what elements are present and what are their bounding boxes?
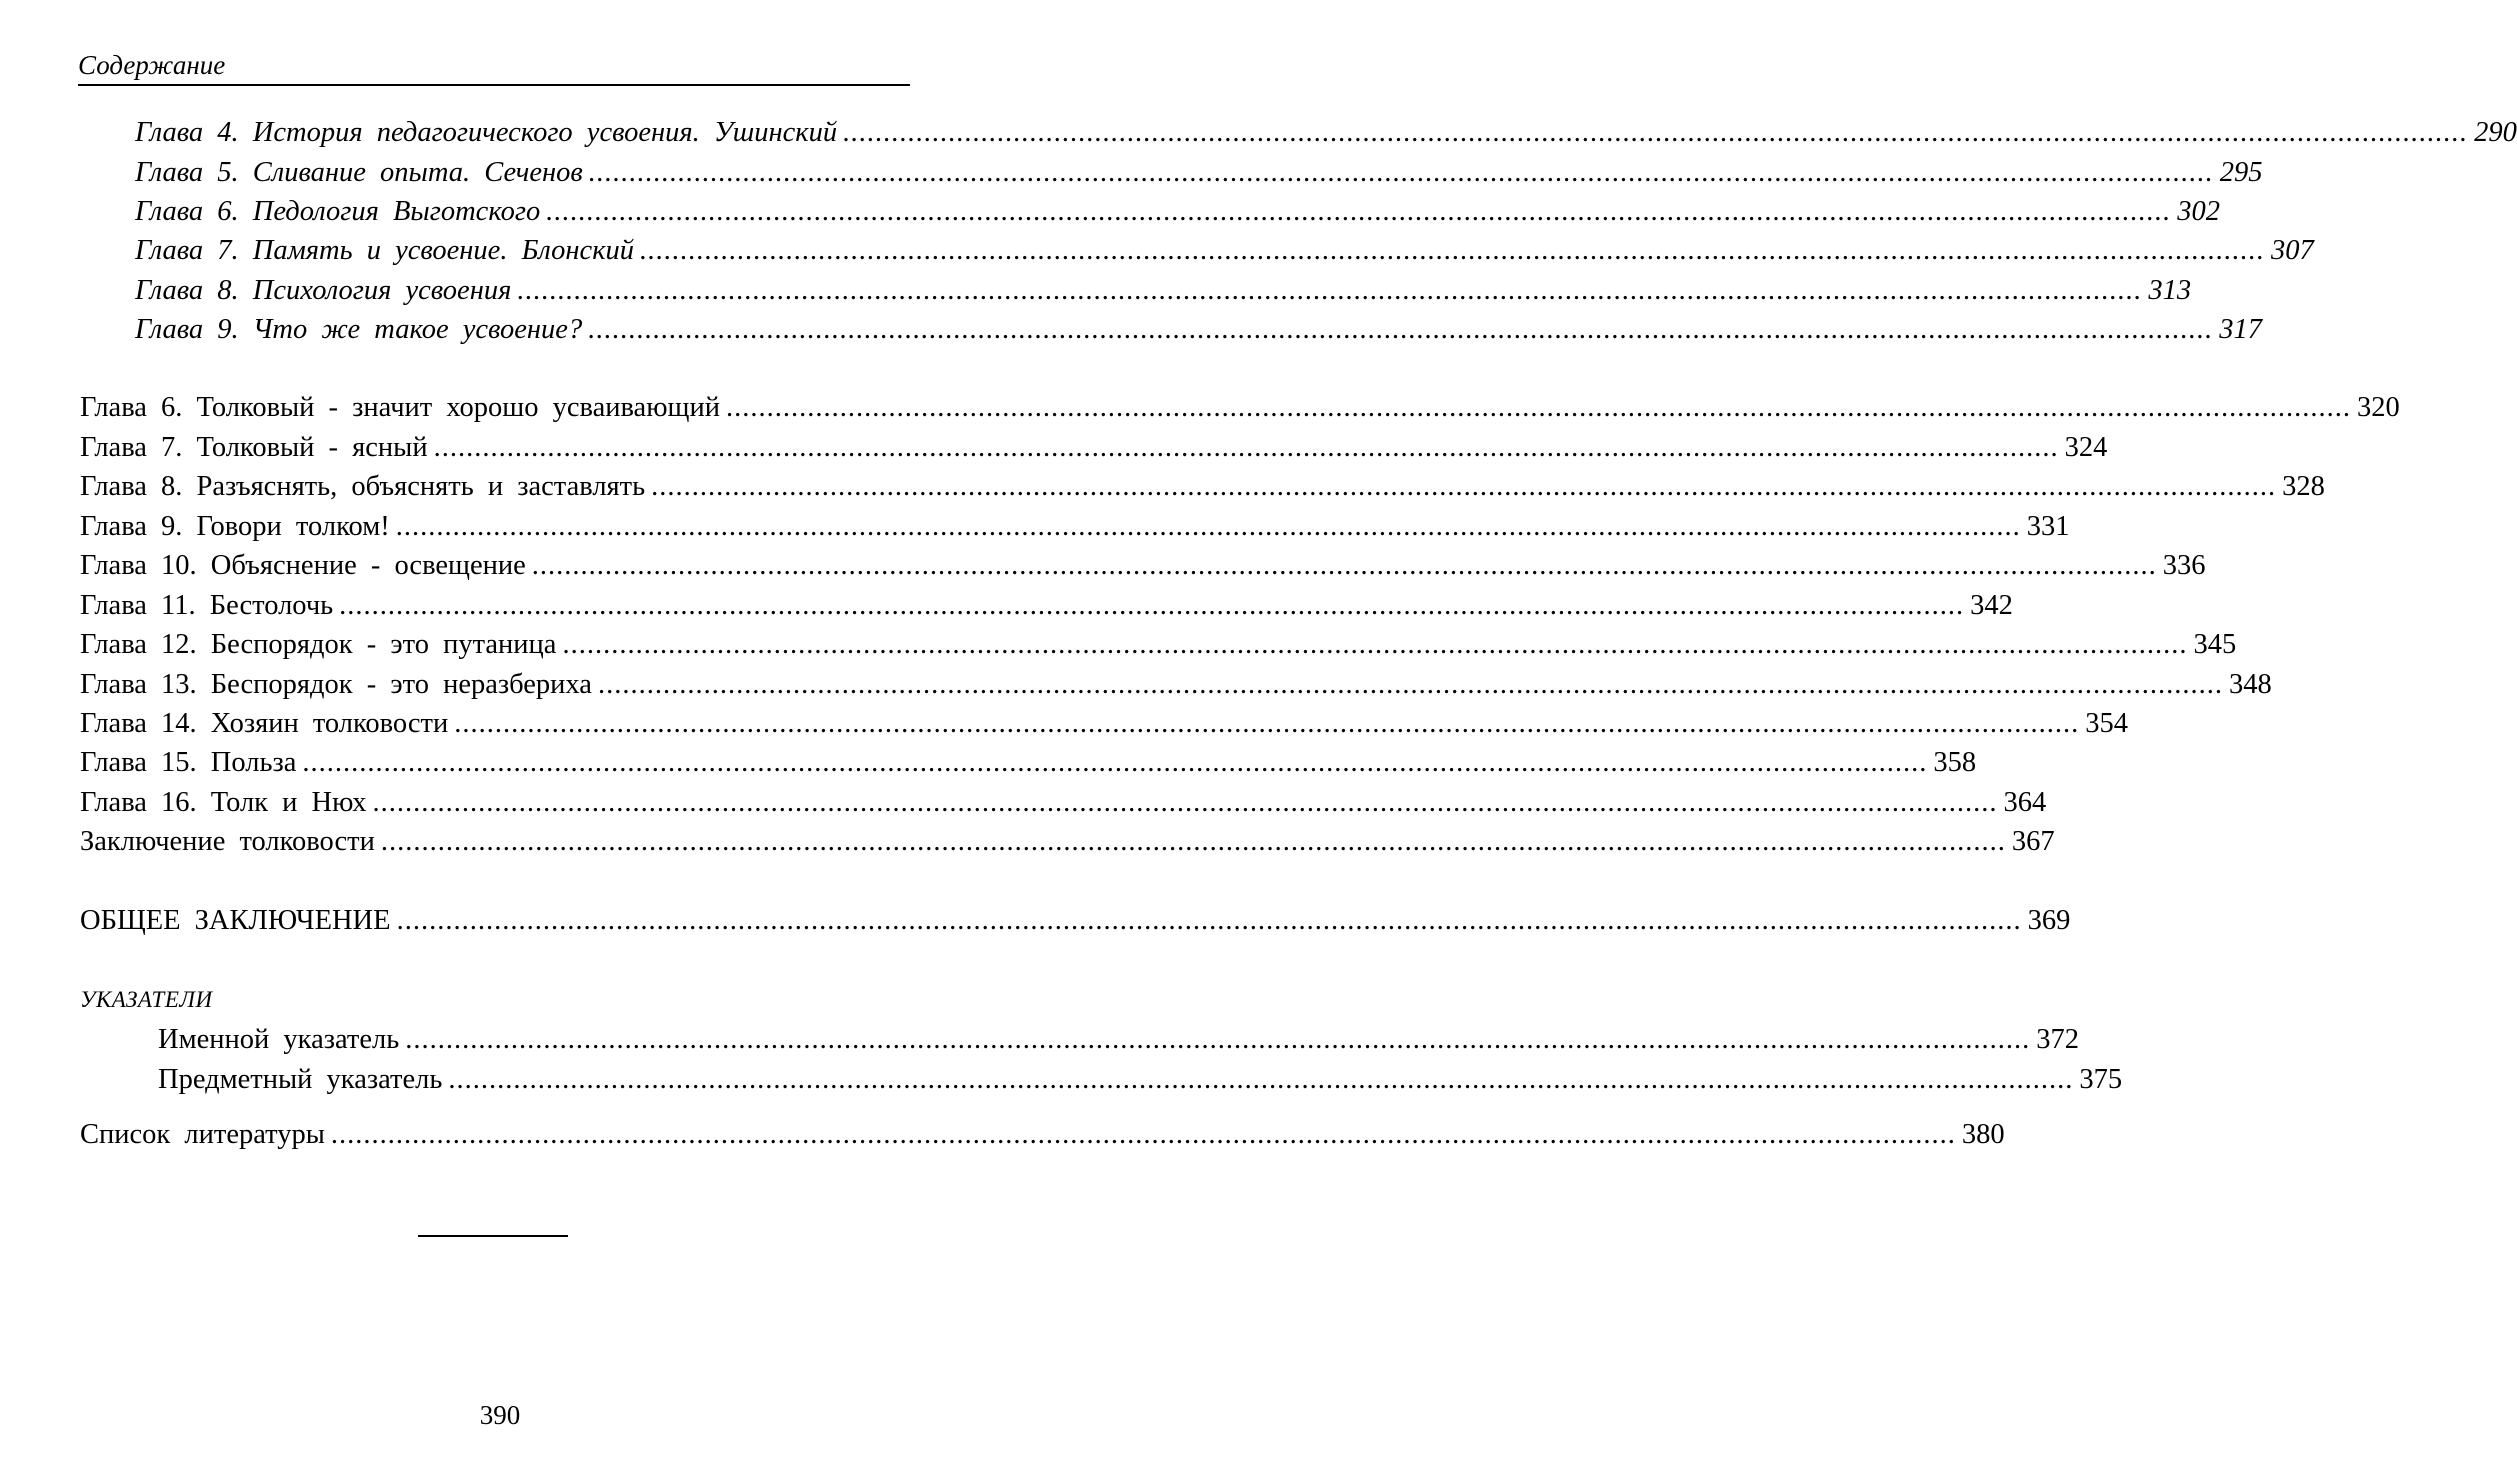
- toc-entry: [80, 745, 1977, 781]
- dot-leader: ........................................................................................................................................................................................................: [531, 550, 2157, 581]
- toc-entry: [80, 627, 2237, 663]
- dot-leader: ........................................................................................................................................................................................................: [405, 1024, 2031, 1055]
- toc-entry-title: Глава 8. Психология усвоения: [135, 275, 512, 306]
- toc-entry-title: Глава 8. Разъяснять, объяснять и заставлять: [80, 471, 646, 502]
- dot-leader: ........................................................................................................................................................................................................: [597, 669, 2223, 700]
- dot-leader: ........................................................................................................................................................................................................: [433, 432, 2059, 463]
- dot-leader: ........................................................................................................................................................................................................: [395, 511, 2021, 542]
- toc-entry-page: 331: [2026, 511, 2070, 542]
- toc-entry-page: 313: [2148, 275, 2192, 306]
- indexes-heading: УКАЗАТЕЛИ: [80, 987, 213, 1012]
- toc-entry-page: 320: [2356, 392, 2400, 423]
- toc-entry-page: 324: [2064, 432, 2108, 463]
- toc-entry-page: 354: [2085, 708, 2128, 739]
- toc-entry-title: Глава 5. Сливание опыта. Сеченов: [135, 157, 583, 188]
- toc-entry-title: Список литературы: [80, 1119, 325, 1150]
- toc-entry-title: Именной указатель: [158, 1024, 400, 1055]
- toc-entry: [80, 706, 2128, 742]
- toc-entry: [135, 115, 2517, 151]
- toc-entry-title: Предметный указатель: [158, 1064, 443, 1095]
- page-number: 390: [479, 1400, 521, 1430]
- toc-entry-page: 372: [2036, 1024, 2079, 1055]
- toc-entry-page: 364: [2003, 787, 2047, 818]
- toc-entry: [80, 548, 2206, 584]
- toc-entry: [135, 233, 2314, 269]
- toc-entry: [80, 509, 2070, 545]
- toc-entry: [135, 273, 2192, 309]
- dot-leader: ........................................................................................................................................................................................................: [396, 905, 2022, 936]
- toc-entry-title: Глава 4. История педагогического усвоения. Ушинский: [135, 117, 838, 148]
- dot-leader: ........................................................................................................................................................................................................: [454, 708, 2080, 739]
- dot-leader: ........................................................................................................................................................................................................: [588, 157, 2214, 188]
- toc-entry-title: Глава 6. Толковый - значит хорошо усваивающий: [80, 392, 720, 423]
- toc-entry-title: Глава 13. Беспорядок - это неразбериха: [80, 669, 592, 700]
- toc-entry: [80, 785, 2047, 821]
- toc-entry-title: ОБЩЕЕ ЗАКЛЮЧЕНИЕ: [80, 905, 391, 936]
- dot-leader: ........................................................................................................................................................................................................: [651, 471, 2277, 502]
- dot-leader: ........................................................................................................................................................................................................: [640, 235, 2266, 266]
- toc-entry-page: 307: [2271, 235, 2314, 266]
- dot-leader: ........................................................................................................................................................................................................: [339, 590, 1965, 621]
- toc-entry: [80, 469, 2325, 505]
- toc-entry: [80, 390, 2400, 426]
- toc-entry-page: 317: [2219, 314, 2262, 345]
- toc-entry: [135, 194, 2220, 230]
- toc-entry-title: Глава 15. Польза: [80, 747, 297, 778]
- toc-entry-page: 336: [2162, 550, 2206, 581]
- toc-entry-page: 348: [2228, 669, 2272, 700]
- running-head: Содержание: [78, 48, 910, 86]
- toc-entry-title: Глава 12. Беспорядок - это путаница: [80, 629, 557, 660]
- toc-entry-title: Глава 14. Хозяин толковости: [80, 708, 449, 739]
- end-rule: [418, 1235, 568, 1237]
- toc-entry: [80, 824, 2055, 860]
- toc-entry-page: 375: [2079, 1064, 2123, 1095]
- dot-leader: ........................................................................................................................................................................................................: [725, 392, 2351, 423]
- toc-entry-page: 367: [2011, 826, 2055, 857]
- toc-entry-title: Глава 9. Говори толком!: [80, 511, 390, 542]
- toc-entry-page: 295: [2219, 157, 2263, 188]
- toc-entry-page: 328: [2282, 471, 2325, 502]
- toc-entry-title: Глава 6. Педология Выготского: [135, 196, 541, 227]
- toc-entry-general-conclusion: [80, 903, 2071, 939]
- dot-leader: ........................................................................................................................................................................................................: [330, 1119, 1956, 1150]
- toc-entry: [80, 430, 2108, 466]
- toc-entry-title: Глава 16. Толк и Нюх: [80, 787, 367, 818]
- dot-leader: ........................................................................................................................................................................................................: [517, 275, 2143, 306]
- toc-entry-page: 290: [2474, 117, 2517, 148]
- toc-entry-page: 345: [2193, 629, 2237, 660]
- dot-leader: ........................................................................................................................................................................................................: [562, 629, 2188, 660]
- toc-entry: [158, 1022, 2079, 1058]
- toc-entry-title: Глава 7. Толковый - ясный: [80, 432, 428, 463]
- toc-entry-title: Глава 10. Объяснение - освещение: [80, 550, 526, 581]
- toc-entry-page: 302: [2177, 196, 2220, 227]
- toc-entry-title: Глава 9. Что же такое усвоение?: [135, 314, 583, 345]
- toc-entry-page: 380: [1961, 1119, 2005, 1150]
- toc-entry: [135, 312, 2262, 348]
- toc-entry: [135, 155, 2263, 191]
- dot-leader: ........................................................................................................................................................................................................: [546, 196, 2172, 227]
- toc-entry: [158, 1062, 2123, 1098]
- toc-entry-bibliography: [80, 1117, 2005, 1153]
- toc-entry-page: 369: [2027, 905, 2071, 936]
- toc-entry-page: 342: [1970, 590, 2013, 621]
- toc-entry-page: 358: [1933, 747, 1977, 778]
- dot-leader: ........................................................................................................................................................................................................: [843, 117, 2469, 148]
- toc-entry-title: Глава 11. Бестолочь: [80, 590, 334, 621]
- dot-leader: ........................................................................................................................................................................................................: [372, 787, 1998, 818]
- toc-entry-title: Заключение толковости: [80, 826, 375, 857]
- toc-entry: [80, 588, 2013, 624]
- dot-leader: ........................................................................................................................................................................................................: [380, 826, 2006, 857]
- toc-entry-title: Глава 7. Память и усвоение. Блонский: [135, 235, 635, 266]
- dot-leader: ........................................................................................................................................................................................................: [448, 1064, 2074, 1095]
- dot-leader: ........................................................................................................................................................................................................: [588, 314, 2214, 345]
- dot-leader: ........................................................................................................................................................................................................: [302, 747, 1928, 778]
- toc-entry: [80, 667, 2272, 703]
